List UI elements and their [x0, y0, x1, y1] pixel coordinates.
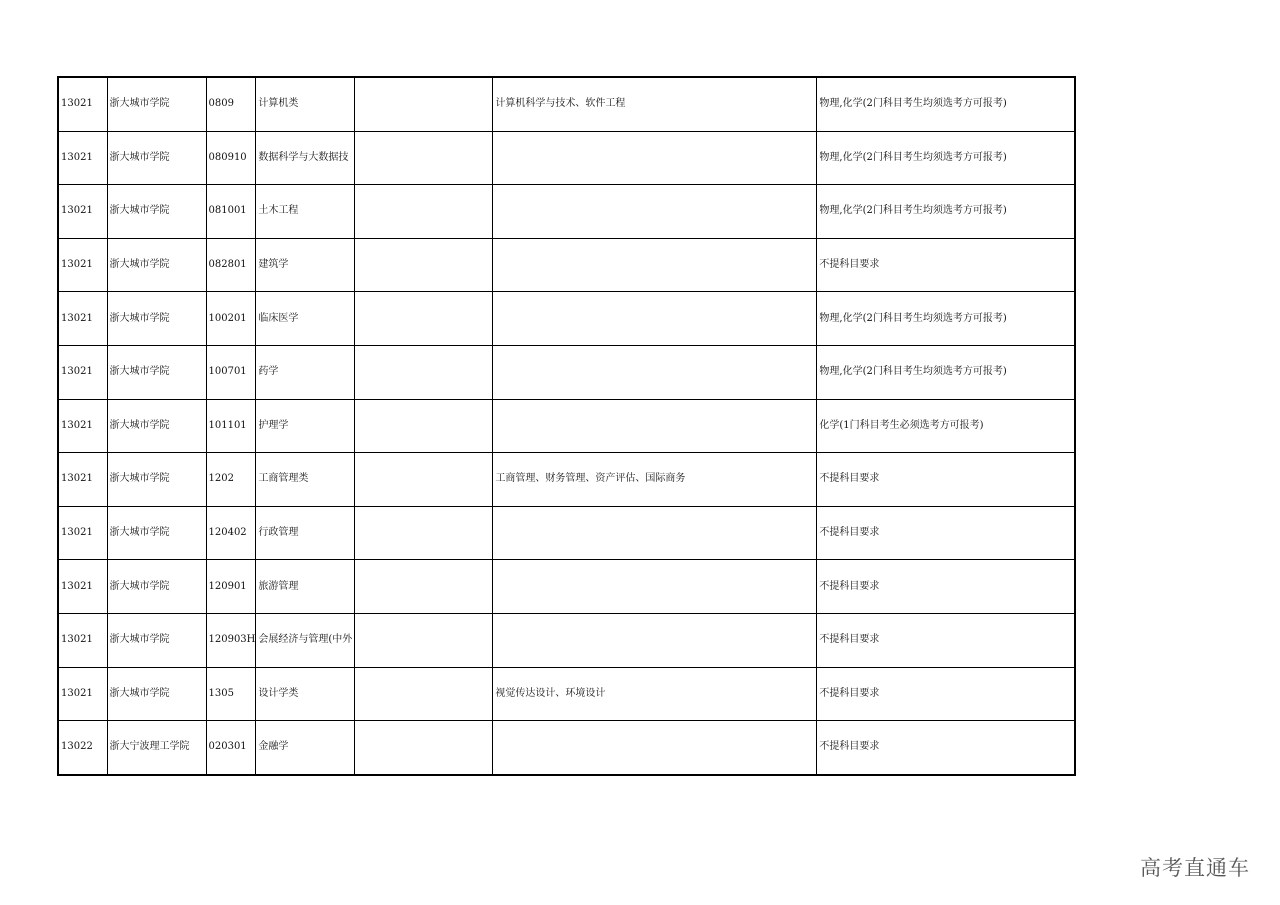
- school-code-cell: 13021: [58, 185, 107, 239]
- included-majors-cell: [493, 613, 817, 667]
- subject-requirement-cell: 不提科目要求: [817, 506, 1075, 560]
- admissions-table: [57, 76, 1076, 776]
- included-majors-cell: [493, 560, 817, 614]
- note-cell: [355, 399, 493, 453]
- major-name-cell: 金融学: [256, 721, 355, 775]
- table-row: [58, 292, 1075, 346]
- subject-requirement-cell: 不提科目要求: [817, 721, 1075, 775]
- school-code-cell: 13021: [58, 667, 107, 721]
- school-code-cell: 13021: [58, 77, 107, 131]
- included-majors-cell: [493, 131, 817, 185]
- major-name-cell: 临床医学: [256, 292, 355, 346]
- major-code-cell: 120901: [206, 560, 256, 614]
- school-name-cell: 浙大城市学院: [107, 131, 206, 185]
- school-name-cell: 浙大城市学院: [107, 238, 206, 292]
- included-majors-cell: [493, 185, 817, 239]
- school-name-cell: 浙大城市学院: [107, 185, 206, 239]
- major-name-cell: 设计学类: [256, 667, 355, 721]
- major-name-cell: 工商管理类: [256, 453, 355, 507]
- subject-requirement-cell: 不提科目要求: [817, 560, 1075, 614]
- school-code-cell: 13021: [58, 506, 107, 560]
- table-row: [58, 453, 1075, 507]
- school-code-cell: 13021: [58, 131, 107, 185]
- subject-requirement-cell: 物理,化学(2门科目考生均须选考方可报考): [817, 131, 1075, 185]
- included-majors-cell: 视觉传达设计、环境设计: [493, 667, 817, 721]
- note-cell: [355, 292, 493, 346]
- major-code-cell: 1305: [206, 667, 256, 721]
- subject-requirement-cell: 物理,化学(2门科目考生均须选考方可报考): [817, 345, 1075, 399]
- note-cell: [355, 131, 493, 185]
- table-row: [58, 345, 1075, 399]
- table-row: [58, 185, 1075, 239]
- note-cell: [355, 560, 493, 614]
- included-majors-cell: [493, 721, 817, 775]
- major-code-cell: 082801: [206, 238, 256, 292]
- school-code-cell: 13021: [58, 292, 107, 346]
- included-majors-cell: 计算机科学与技术、软件工程: [493, 77, 817, 131]
- note-cell: [355, 506, 493, 560]
- table-row: [58, 77, 1075, 131]
- school-name-cell: 浙大城市学院: [107, 560, 206, 614]
- included-majors-cell: [493, 506, 817, 560]
- table-row: [58, 399, 1075, 453]
- watermark-text: 高考直通车: [1140, 856, 1250, 880]
- major-code-cell: 020301: [206, 721, 256, 775]
- school-code-cell: 13021: [58, 399, 107, 453]
- major-code-cell: 1202: [206, 453, 256, 507]
- subject-requirement-cell: 物理,化学(2门科目考生均须选考方可报考): [817, 292, 1075, 346]
- major-name-cell: 旅游管理: [256, 560, 355, 614]
- major-code-cell: 0809: [206, 77, 256, 131]
- table-row: [58, 667, 1075, 721]
- table-row: [58, 721, 1075, 775]
- school-name-cell: 浙大城市学院: [107, 667, 206, 721]
- major-code-cell: 101101: [206, 399, 256, 453]
- included-majors-cell: [493, 238, 817, 292]
- school-name-cell: 浙大城市学院: [107, 399, 206, 453]
- table-row: [58, 506, 1075, 560]
- note-cell: [355, 721, 493, 775]
- major-name-cell: 计算机类: [256, 77, 355, 131]
- table-row: [58, 560, 1075, 614]
- note-cell: [355, 453, 493, 507]
- school-name-cell: 浙大城市学院: [107, 292, 206, 346]
- subject-requirement-cell: 物理,化学(2门科目考生均须选考方可报考): [817, 77, 1075, 131]
- subject-requirement-cell: 不提科目要求: [817, 613, 1075, 667]
- school-name-cell: 浙大城市学院: [107, 613, 206, 667]
- note-cell: [355, 238, 493, 292]
- major-code-cell: 080910: [206, 131, 256, 185]
- major-name-cell: 建筑学: [256, 238, 355, 292]
- subject-requirement-cell: 化学(1门科目考生必须选考方可报考): [817, 399, 1075, 453]
- school-name-cell: 浙大城市学院: [107, 506, 206, 560]
- school-code-cell: 13021: [58, 613, 107, 667]
- school-name-cell: 浙大城市学院: [107, 345, 206, 399]
- school-code-cell: 13021: [58, 453, 107, 507]
- included-majors-cell: [493, 399, 817, 453]
- included-majors-cell: 工商管理、财务管理、资产评估、国际商务: [493, 453, 817, 507]
- note-cell: [355, 185, 493, 239]
- note-cell: [355, 667, 493, 721]
- note-cell: [355, 77, 493, 131]
- school-code-cell: 13021: [58, 560, 107, 614]
- school-code-cell: 13021: [58, 345, 107, 399]
- school-name-cell: 浙大城市学院: [107, 77, 206, 131]
- major-name-cell: 药学: [256, 345, 355, 399]
- school-name-cell: 浙大宁波理工学院: [107, 721, 206, 775]
- included-majors-cell: [493, 345, 817, 399]
- note-cell: [355, 613, 493, 667]
- major-code-cell: 120903H: [206, 613, 256, 667]
- major-code-cell: 120402: [206, 506, 256, 560]
- major-code-cell: 100201: [206, 292, 256, 346]
- subject-requirement-cell: 不提科目要求: [817, 238, 1075, 292]
- table-row: [58, 613, 1075, 667]
- major-code-cell: 081001: [206, 185, 256, 239]
- subject-requirement-cell: 物理,化学(2门科目考生均须选考方可报考): [817, 185, 1075, 239]
- table-body: [58, 77, 1075, 775]
- school-code-cell: 13022: [58, 721, 107, 775]
- major-name-cell: 土木工程: [256, 185, 355, 239]
- major-name-cell: 行政管理: [256, 506, 355, 560]
- major-code-cell: 100701: [206, 345, 256, 399]
- school-name-cell: 浙大城市学院: [107, 453, 206, 507]
- major-name-cell: 会展经济与管理(中外: [256, 613, 355, 667]
- included-majors-cell: [493, 292, 817, 346]
- note-cell: [355, 345, 493, 399]
- table-row: [58, 238, 1075, 292]
- major-name-cell: 护理学: [256, 399, 355, 453]
- subject-requirement-cell: 不提科目要求: [817, 667, 1075, 721]
- table-row: [58, 131, 1075, 185]
- subject-requirement-cell: 不提科目要求: [817, 453, 1075, 507]
- major-name-cell: 数据科学与大数据技: [256, 131, 355, 185]
- school-code-cell: 13021: [58, 238, 107, 292]
